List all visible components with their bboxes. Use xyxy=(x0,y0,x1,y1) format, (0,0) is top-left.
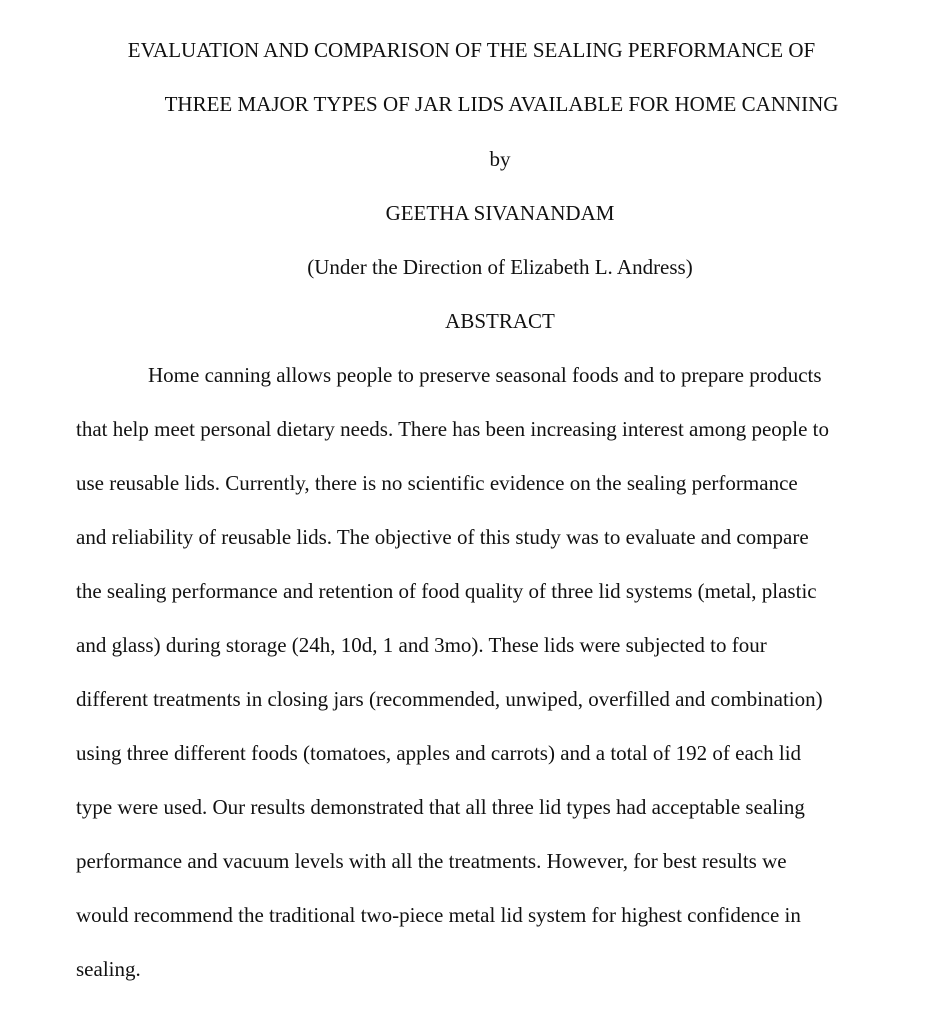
author-name: GEETHA SIVANANDAM xyxy=(385,201,615,225)
abstract-line: the sealing performance and retention of food quality of three lid systems (metal, plastic xyxy=(76,579,817,603)
abstract-line: and glass) during storage (24h, 10d, 1 and 3mo). These lids were subjected to four xyxy=(76,633,767,657)
abstract-line: and reliability of reusable lids. The objective of this study was to evaluate and compare xyxy=(76,525,809,549)
abstract-line: sealing. xyxy=(76,957,141,981)
abstract-line: performance and vacuum levels with all the treatments. However, for best results we xyxy=(76,849,787,873)
abstract-line: that help meet personal dietary needs. There has been increasing interest among people to xyxy=(76,417,830,441)
title-line-1: EVALUATION AND COMPARISON OF THE SEALING PERFORMANCE OF xyxy=(127,38,816,62)
abstract-line: type were used. Our results demonstrated that all three lid types had acceptable sealing xyxy=(76,795,805,819)
abstract-line: would recommend the traditional two-piece metal lid system for highest confidence in xyxy=(76,903,801,927)
abstract-heading: ABSTRACT xyxy=(445,309,555,333)
abstract-line: use reusable lids. Currently, there is no scientific evidence on the sealing performance xyxy=(76,471,798,495)
abstract-line: using three different foods (tomatoes, apples and carrots) and a total of 192 of each lid xyxy=(76,741,802,765)
title-line-2: THREE MAJOR TYPES OF JAR LIDS AVAILABLE FOR HOME CANNING xyxy=(164,92,839,116)
by-line: by xyxy=(489,147,511,171)
abstract-line: Home canning allows people to preserve seasonal foods and to prepare products xyxy=(148,363,822,387)
direction-line: (Under the Direction of Elizabeth L. Andress) xyxy=(307,255,693,279)
abstract-line: different treatments in closing jars (recommended, unwiped, overfilled and combination) xyxy=(76,687,823,711)
